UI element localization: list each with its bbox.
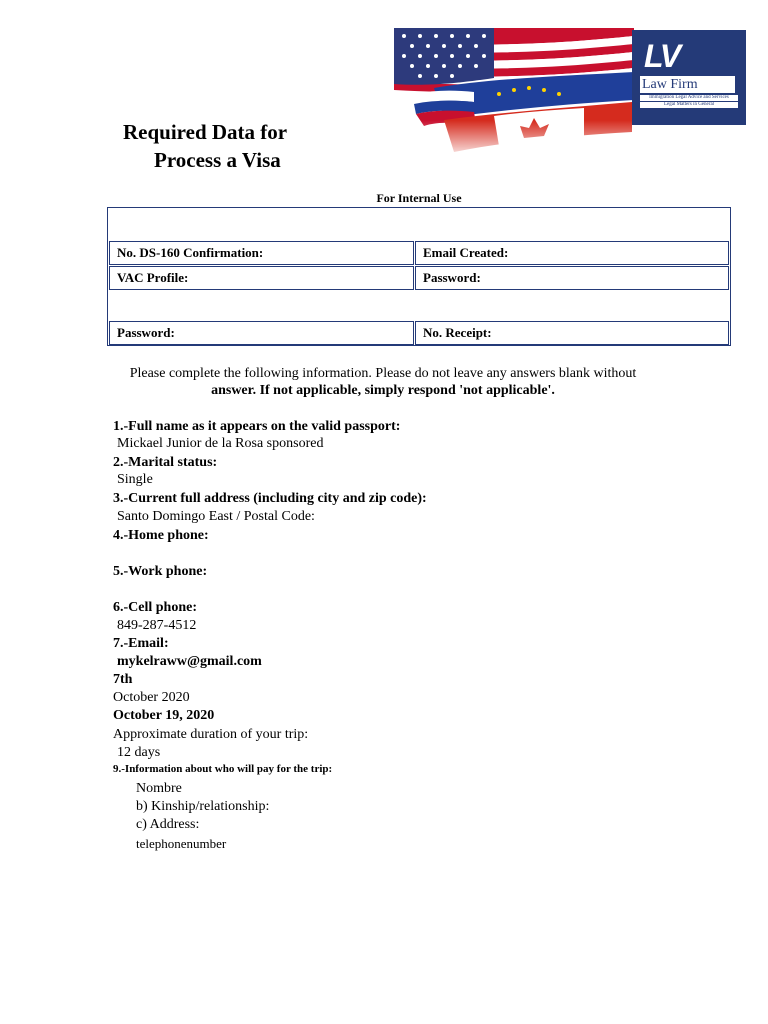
line-date: October 19, 2020 [113, 708, 215, 723]
instructions-line2: answer. If not applicable, simply respond 'not applicable'. [211, 383, 555, 398]
line-month: October 2020 [113, 690, 190, 705]
question-address: 3.-Current full address (including city and zip code): [113, 491, 427, 506]
logo-name: Law Firm [640, 76, 735, 93]
question-trip-duration: Approximate duration of your trip: [113, 727, 309, 742]
answer-email: mykelraww@gmail.com [117, 654, 262, 669]
password-cell: Password: [109, 321, 414, 345]
page-title-line2: Process a Visa [154, 148, 281, 172]
payer-relationship: b) Kinship/relationship: [136, 799, 270, 814]
payer-name: Nombre [136, 781, 182, 796]
question-email: 7.-Email: [113, 636, 169, 651]
ds160-confirmation-cell: No. DS-160 Confirmation: [109, 241, 414, 265]
question-trip-payer: 9.-Information about who will pay for the trip: [113, 763, 333, 775]
payer-telephone: telephonenumber [136, 836, 227, 851]
instructions-line1: Please complete the following information. Please do not leave any answers blank without [129, 366, 637, 381]
internal-use-label: For Internal Use [376, 191, 462, 205]
logo-mark: LV [644, 38, 680, 74]
internal-use-table [107, 207, 731, 346]
answer-address: Santo Domingo East / Postal Code: [117, 509, 315, 524]
answer-full-name: Mickael Junior de la Rosa sponsored [117, 436, 324, 451]
question-home-phone: 4.-Home phone: [113, 528, 209, 543]
page-title-line1: Required Data for [123, 120, 288, 144]
question-full-name: 1.-Full name as it appears on the valid passport: [113, 419, 401, 434]
email-created-cell: Email Created: [415, 241, 729, 265]
question-cell-phone: 6.-Cell phone: [113, 600, 197, 615]
payer-address: c) Address: [136, 817, 200, 832]
vac-password-cell: Password: [415, 266, 729, 290]
question-work-phone: 5.-Work phone: [113, 564, 208, 579]
answer-marital-status: Single [117, 472, 153, 487]
vac-profile-cell: VAC Profile: [109, 266, 414, 290]
answer-trip-duration: 12 days [117, 745, 161, 760]
logo-tagline-1: Immigration Legal Advice and Services [640, 95, 738, 101]
receipt-number-cell: No. Receipt: [415, 321, 729, 345]
logo-tagline-2: Legal Matters in General [640, 102, 738, 108]
answer-cell-phone: 849-287-4512 [117, 618, 197, 633]
line-7th: 7th [113, 672, 133, 687]
question-marital-status: 2.-Marital status: [113, 455, 218, 470]
